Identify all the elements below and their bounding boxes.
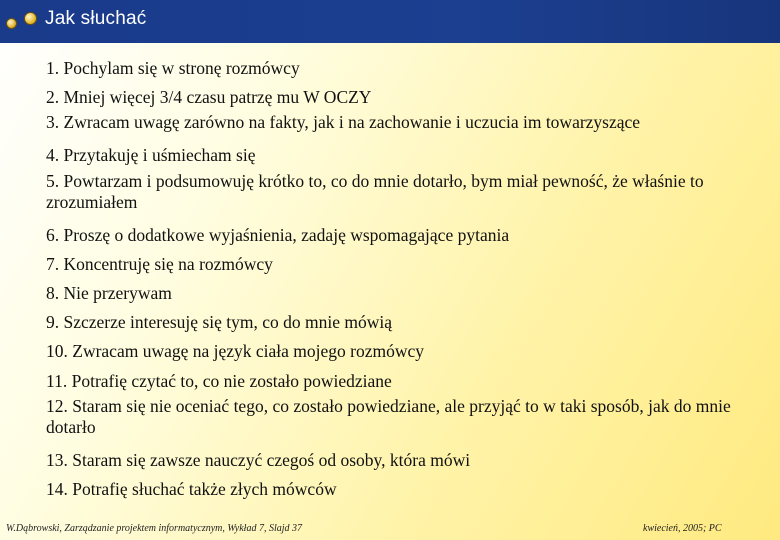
list-item: 8. Nie przerywam [46,283,172,304]
list-item: 5. Powtarzam i podsumowuję krótko to, co do mnie dotarło, bym miał pewność, że właśnie to zrozumiałem [46,170,704,212]
footer-source: W.Dąbrowski, Zarządzanie projektem informatycznym, Wykład 7, Slajd 37 [6,523,303,534]
list-item: 9. Szczerze interesuję się tym, co do mnie mówią [46,312,392,333]
list-item: 11. Potrafię czytać to, co nie zostało powiedziane [46,370,392,391]
list-item: 3. Zwracam uwagę zarówno na fakty, jak i na zachowanie i uczucia im towarzyszące [46,112,641,133]
list-item: 4. Przytakuję i uśmiecham się [46,145,256,166]
title-bar [0,0,780,43]
list-item: 12. Staram się nie oceniać tego, co zostało powiedziane, ale przyjąć to w taki sposób, jak do mnie dotarło [46,395,731,437]
list-item: 13. Staram się zawsze nauczyć czegoś od osoby, która mówi [46,449,471,470]
listening-rules-list [46,54,746,504]
list-item: 14. Potrafię słuchać także złych mówców [46,479,337,500]
list-item: 10. Zwracam uwagę na język ciała mojego rozmówcy [46,341,425,362]
list-item: 1. Pochylam się w stronę rozmówcy [46,58,300,78]
slide-title: Jak słuchać [45,8,147,29]
list-item: 6. Proszę o dodatkowe wyjaśnienia, zadaję wspomagające pytania [46,224,510,245]
bullet-large-icon [24,12,37,25]
bullet-small-icon [6,18,17,29]
list-item: 7. Koncentruję się na rozmówcy [46,253,273,274]
list-item: 2. Mniej więcej 3/4 czasu patrzę mu W OCZY [46,87,372,108]
footer-date: kwiecień, 2005; PC [643,523,722,534]
